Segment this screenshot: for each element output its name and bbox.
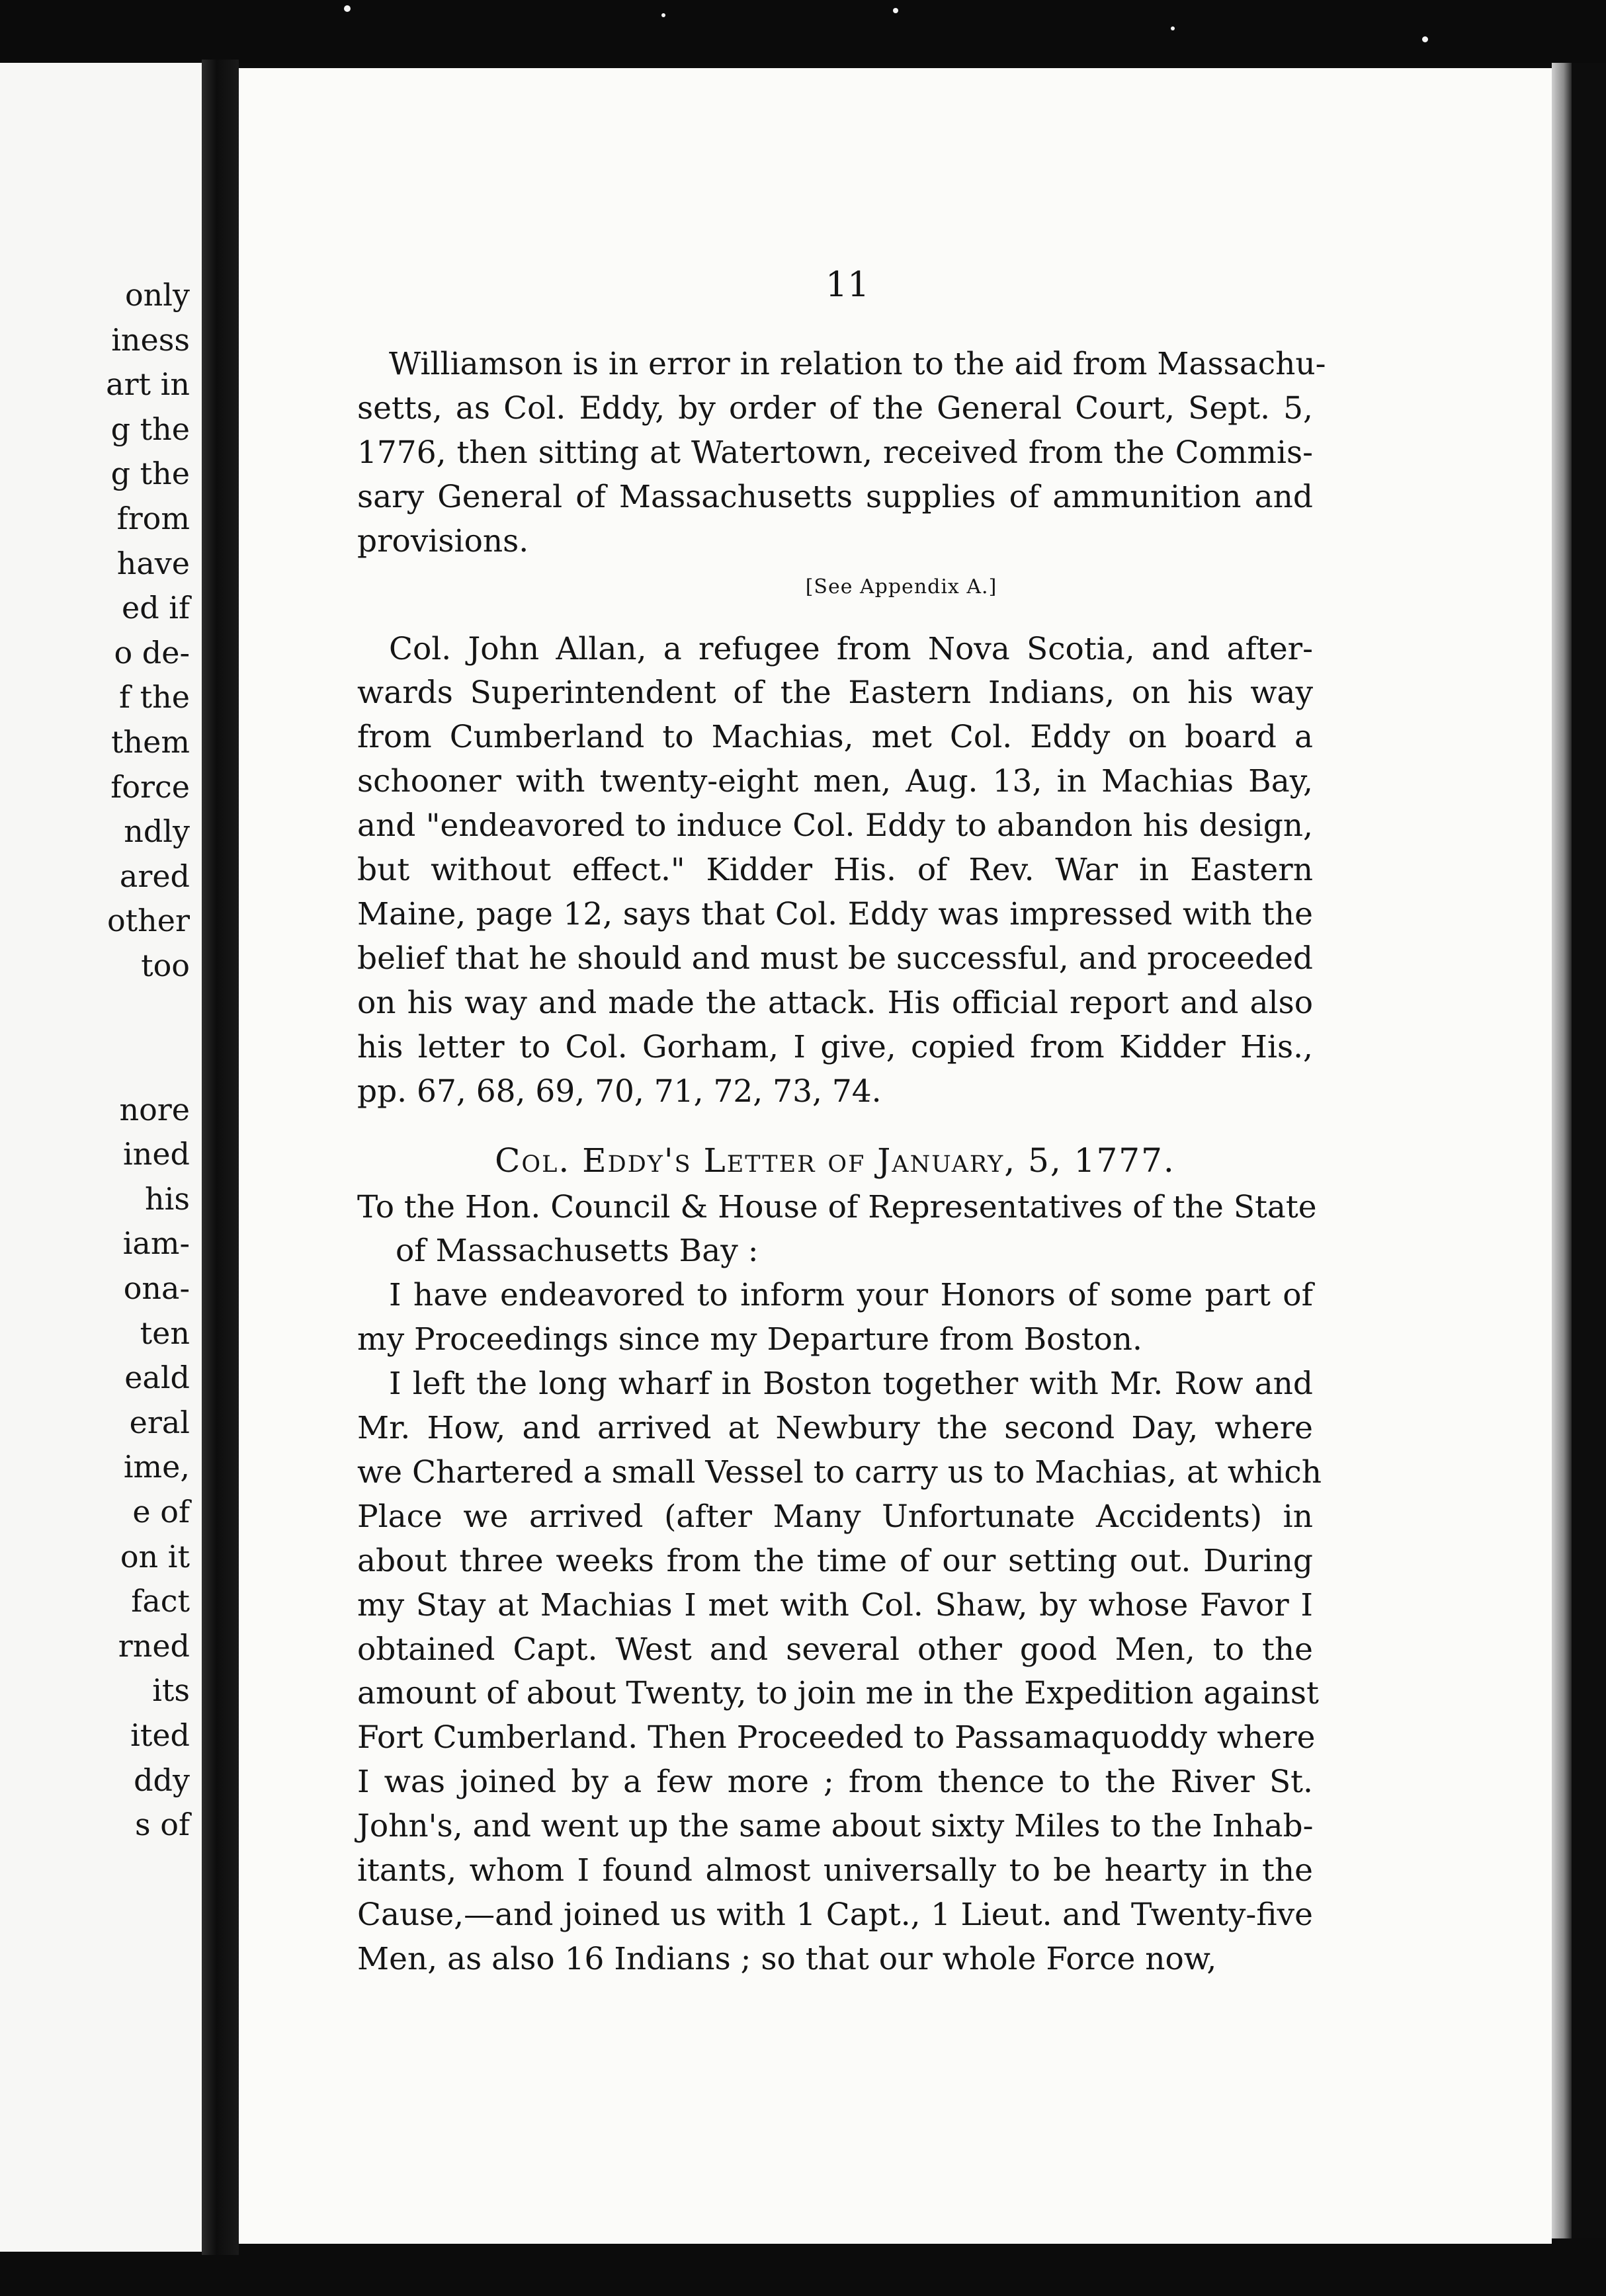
left-page-fragment: o de- xyxy=(114,634,190,671)
letter-heading: Col. Eddy's Letter of January, 5, 1777. xyxy=(495,1141,1175,1180)
page-number: 11 xyxy=(825,265,870,305)
text-line: setts, as Col. Eddy, by order of the General Court, Sept. 5, xyxy=(357,390,1313,427)
scan-speck xyxy=(344,5,351,12)
text-line: I was joined by a few more ; from thence to the River St. xyxy=(357,1764,1313,1801)
left-page-fragment: its xyxy=(152,1672,190,1709)
letter-addressee xyxy=(357,1186,1317,1274)
left-page-fragment: ime, xyxy=(123,1449,190,1485)
text-line: I have endeavored to inform your Honors of some part of xyxy=(389,1277,1313,1314)
appendix-reference: [See Appendix A.] xyxy=(805,575,997,598)
text-line: amount of about Twenty, to join me in the Expedition against xyxy=(357,1675,1319,1712)
text-line: but without effect." Kidder His. of Rev. War in Eastern xyxy=(357,852,1313,889)
left-page-fragment: force xyxy=(110,768,190,805)
left-page-fragment: from xyxy=(116,501,190,536)
text-line: John's, and went up the same about sixty Miles to the Inhab- xyxy=(357,1808,1314,1845)
left-page-fragment: them xyxy=(111,724,190,760)
left-page-fragment: other xyxy=(106,903,190,939)
text-line: wards Superintendent of the Eastern Indians, on his way xyxy=(357,675,1313,712)
left-page-fragment: g the xyxy=(110,411,190,447)
left-page-fragment: ten xyxy=(140,1315,190,1351)
text-line: Williamson is in error in relation to the aid from Massachu- xyxy=(389,346,1326,382)
left-page-fragment: iness xyxy=(111,321,190,358)
paragraph-williamson xyxy=(357,343,1326,564)
left-page-fragment: nore xyxy=(119,1091,190,1128)
left-page-fragment: ed if xyxy=(121,590,190,626)
text-line: itants, whom I found almost universally to be hearty in the xyxy=(357,1852,1313,1889)
text-line: Cause,—and joined us with 1 Capt., 1 Lieut. and Twenty-five xyxy=(357,1897,1313,1933)
left-page-fragment: eald xyxy=(124,1360,190,1396)
text-line: his letter to Col. Gorham, I give, copied from Kidder His., xyxy=(357,1028,1313,1065)
left-page-fragment: e of xyxy=(132,1494,190,1530)
text-line: I left the long wharf in Boston together with Mr. Row and xyxy=(389,1366,1313,1403)
left-page-fragment: ona- xyxy=(123,1270,190,1306)
left-page-fragment: on it xyxy=(120,1538,190,1575)
book-gutter xyxy=(202,60,239,2255)
text-line: Col. John Allan, a refugee from Nova Scotia, and after- xyxy=(389,630,1313,667)
text-line: To the Hon. Council & House of Representatives of the State xyxy=(357,1188,1317,1225)
left-page-fragment: fact xyxy=(131,1583,190,1620)
left-page-fragment: have xyxy=(116,545,190,581)
scan-speck xyxy=(661,13,665,17)
paragraph-allan xyxy=(357,628,1313,1114)
scan-speck xyxy=(1422,36,1428,42)
text-line: pp. 67, 68, 69, 70, 71, 72, 73, 74. xyxy=(357,1073,882,1110)
scan-border-top xyxy=(0,0,1606,63)
left-page-fragment: his xyxy=(145,1180,190,1217)
left-page-fragment: rned xyxy=(118,1627,190,1664)
text-line: Men, as also 16 Indians ; so that our whole Force now, xyxy=(357,1940,1217,1977)
text-line: sary General of Massachusetts supplies of ammunition and xyxy=(357,478,1313,515)
paragraph-long-wharf xyxy=(357,1362,1322,1982)
text-line: on his way and made the attack. His official report and also xyxy=(357,984,1313,1021)
left-page-fragment: s of xyxy=(135,1807,190,1843)
text-line: about three weeks from the time of our setting out. During xyxy=(357,1542,1313,1579)
left-page-fragment: g the xyxy=(110,456,190,492)
text-line: 1776, then sitting at Watertown, received from the Commis- xyxy=(357,434,1313,471)
left-facing-page xyxy=(0,63,202,2252)
text-line: of Massachusetts Bay : xyxy=(396,1233,759,1270)
left-page-fragment: ined xyxy=(122,1136,190,1172)
page-text xyxy=(357,343,1326,1982)
text-line: from Cumberland to Machias, met Col. Eddy on board a xyxy=(357,719,1313,756)
left-page-fragment: f the xyxy=(119,679,190,716)
text-line: obtained Capt. West and several other good Men, to the xyxy=(357,1631,1313,1668)
text-line: belief that he should and must be successful, and proceeded xyxy=(357,940,1313,977)
left-page-fragment: art in xyxy=(106,366,190,403)
scan-speck xyxy=(893,8,898,13)
text-line: Mr. How, and arrived at Newbury the second Day, where xyxy=(357,1410,1313,1447)
text-line: and "endeavored to induce Col. Eddy to abandon his design, xyxy=(357,807,1313,844)
scan-border-right xyxy=(1572,63,1606,2238)
text-line: Fort Cumberland. Then Proceeded to Passamaquoddy where xyxy=(357,1719,1316,1756)
text-line: provisions. xyxy=(357,522,529,559)
text-line: Place we arrived (after Many Unfortunate Accidents) in xyxy=(357,1498,1313,1535)
paragraph-endeavored xyxy=(357,1274,1313,1362)
text-line: my Stay at Machias I met with Col. Shaw, by whose Favor I xyxy=(357,1586,1313,1623)
text-line: schooner with twenty-eight men, Aug. 13, in Machias Bay, xyxy=(357,763,1313,800)
left-page-fragment: eral xyxy=(129,1404,190,1440)
text-line: Maine, page 12, says that Col. Eddy was impressed with the xyxy=(357,895,1313,932)
left-page-fragment: ddy xyxy=(134,1762,190,1798)
text-line: we Chartered a small Vessel to carry us to Machias, at which xyxy=(357,1454,1322,1491)
text-line: my Proceedings since my Departure from Boston. xyxy=(357,1321,1142,1358)
left-page-fragment: ared xyxy=(119,858,190,894)
left-page-fragment: iam- xyxy=(122,1225,190,1262)
left-page-fragment: too xyxy=(141,948,190,983)
scan-speck xyxy=(1171,26,1175,30)
page-edge xyxy=(1552,63,1572,2238)
left-page-fragment: ndly xyxy=(124,813,190,850)
left-page-fragment: only xyxy=(124,277,190,313)
left-page-fragment: ited xyxy=(130,1717,190,1753)
